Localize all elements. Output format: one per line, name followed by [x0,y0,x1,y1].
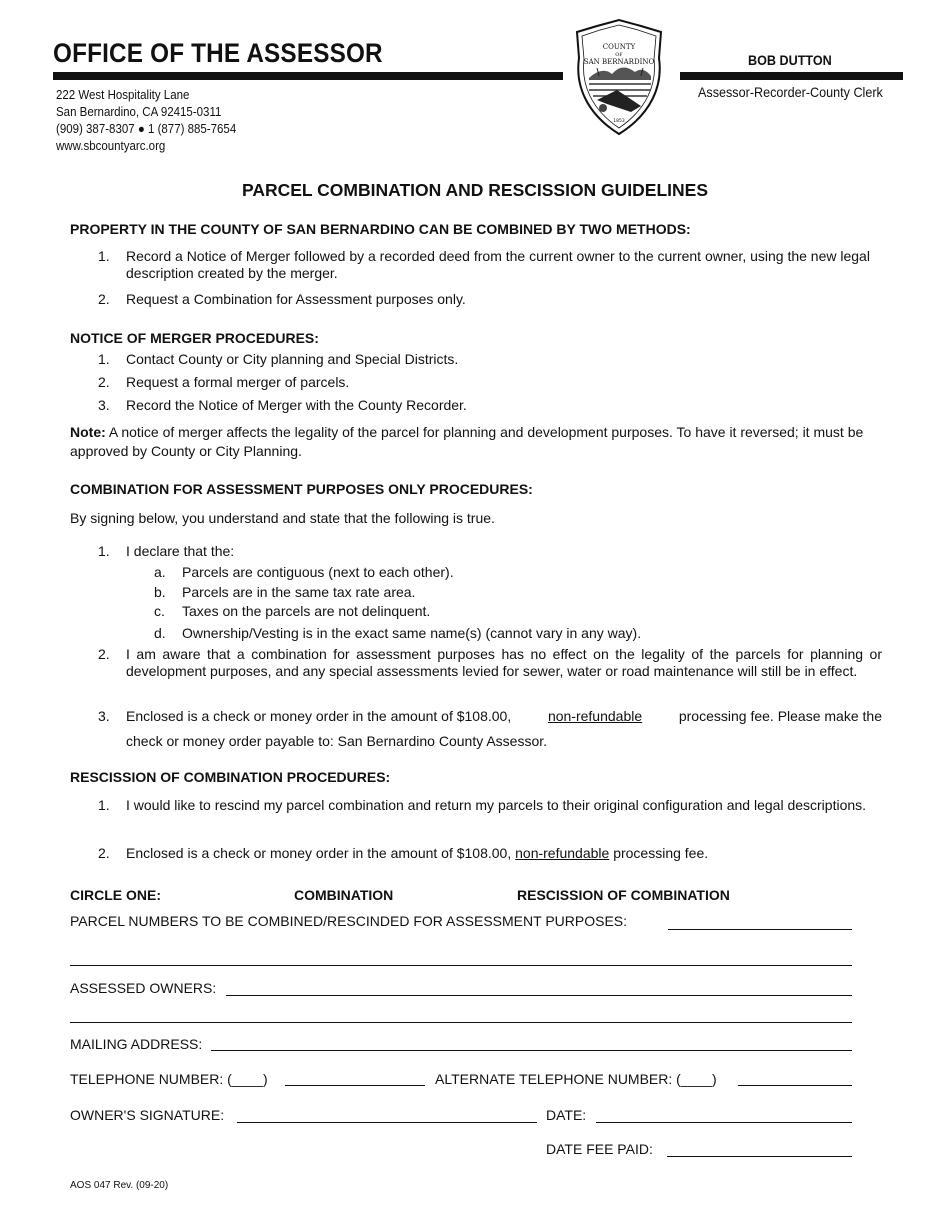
office-address [56,87,236,155]
item-text: Record a Notice of Merger followed by a recorded deed from the current owner to the current owner, using the new legal description created by the merger. [126,248,870,281]
sub-letter: a. [154,564,166,580]
item-number: 1. [98,797,110,813]
assessed-owners-field-2[interactable] [70,1022,852,1023]
methods-item-1 [98,248,882,282]
item-number: 1. [98,248,110,264]
address-phone: (909) 387-8307 ● 1 (877) 885-7654 [56,122,237,136]
merger-note [70,423,882,461]
header-rule-left [53,72,563,80]
item-number: 3. [98,708,110,724]
item-text-cont: processing fee. [609,845,709,861]
item-text: I declare that the: [126,543,235,559]
alt-telephone-field[interactable] [738,1085,852,1086]
county-seal-icon [567,18,671,136]
declaration-b [154,584,854,601]
signature-label: OWNER'S SIGNATURE: [70,1107,225,1123]
seal-year-text: 1853 [613,119,625,124]
date-fee-paid-field[interactable] [667,1156,852,1157]
assessed-owners-field[interactable] [226,995,852,996]
date-label: DATE: [546,1107,587,1123]
document-title: PARCEL COMBINATION AND RESCISSION GUIDELINES [241,180,709,200]
assessor-name: BOB DUTTON [748,52,832,68]
item-text: Request a formal merger of parcels. [126,374,350,390]
signature-field[interactable] [237,1122,537,1123]
assessor-title: Assessor-Recorder-County Clerk [698,84,883,100]
item-text: I am aware that a combination for assessment purposes has no effect on the legality of the parcels for planning or development purposes, and any special assessments levied for sewer, water or road maintenance will still be in effect. [126,646,882,679]
item-text: Request a Combination for Assessment purposes only. [126,291,466,307]
sub-letter: b. [154,584,166,600]
seal-county-text: COUNTY [602,43,636,51]
seal-of-text: OF [615,52,623,58]
assessed-owners-label: ASSESSED OWNERS: [70,980,217,996]
merger-heading: NOTICE OF MERGER PROCEDURES: [70,330,319,346]
merger-item-1 [98,351,882,368]
item-text: Contact County or City planning and Special Districts. [126,351,459,367]
date-fee-paid-label: DATE FEE PAID: [546,1141,653,1157]
combination-item-3 [98,708,882,750]
sub-text: Parcels are contiguous (next to each other). [182,564,454,580]
item-text: Enclosed is a check or money order in the amount of $108.00, [126,708,516,724]
non-refundable-text: non-refundable [547,708,643,724]
rescission-item-1 [98,797,882,814]
combination-item-1 [98,543,882,560]
non-refundable-text: non-refundable [515,845,610,861]
address-city: San Bernardino, CA 92415-0311 [56,105,222,119]
combination-intro: By signing below, you understand and state that the following is true. [70,510,495,526]
option-combination[interactable]: COMBINATION [294,887,394,903]
merger-item-3 [98,397,882,414]
declaration-d [154,625,854,642]
declaration-a [154,564,854,581]
rescission-heading: RESCISSION OF COMBINATION PROCEDURES: [70,769,391,785]
seal-name-text: SAN BERNARDINO [583,58,655,66]
combination-item-2 [98,646,882,680]
item-number: 1. [98,351,110,367]
note-label: Note: [70,424,106,440]
item-text-cont: processing fee. Please make the [674,708,882,724]
methods-item-2 [98,291,882,308]
methods-heading: PROPERTY IN THE COUNTY OF SAN BERNARDINO CAN BE COMBINED BY TWO METHODS: [70,221,691,237]
parcel-numbers-field[interactable] [668,929,852,930]
item-number: 3. [98,397,110,413]
address-website: www.sbcountyarc.org [56,139,166,153]
mailing-address-field[interactable] [211,1050,852,1051]
circle-one-label: CIRCLE ONE: [70,887,161,903]
item-number: 2. [98,845,110,861]
header-rule-right [680,72,903,80]
address-street: 222 West Hospitality Lane [56,88,190,102]
sub-letter: d. [154,625,166,641]
combination-heading: COMBINATION FOR ASSESSMENT PURPOSES ONLY PROCEDURES: [70,481,533,497]
mailing-address-label: MAILING ADDRESS: [70,1036,203,1052]
item-number: 2. [98,291,110,307]
sub-text: Parcels are in the same tax rate area. [182,584,416,600]
item-number: 2. [98,646,110,662]
item-text: Enclosed is a check or money order in the amount of $108.00, [126,845,516,861]
form-number: AOS 047 Rev. (09-20) [70,1180,169,1191]
telephone-label: TELEPHONE NUMBER: (____) [70,1071,268,1087]
item-number: 1. [98,543,110,559]
rescission-item-2 [98,845,882,862]
office-title: OFFICE OF THE ASSESSOR [53,38,383,68]
telephone-field[interactable] [285,1085,425,1086]
sub-text: Taxes on the parcels are not delinquent. [182,603,431,619]
date-field[interactable] [596,1122,852,1123]
item-text: Record the Notice of Merger with the County Recorder. [126,397,467,413]
declaration-c [154,603,854,620]
merger-item-2 [98,374,882,391]
parcel-numbers-label: PARCEL NUMBERS TO BE COMBINED/RESCINDED FOR ASSESSMENT PURPOSES: [70,913,628,929]
payable-text: check or money order payable to: San Bernardino County Assessor. [126,733,548,749]
note-text: A notice of merger affects the legality of the parcel for planning and development purposes. To have it reversed; it must be approved by County or City Planning. [70,424,864,459]
item-text: I would like to rescind my parcel combination and return my parcels to their original configuration and legal descriptions. [126,797,867,813]
sub-text: Ownership/Vesting is in the exact same name(s) (cannot vary in any way). [182,625,642,641]
parcel-numbers-field-2[interactable] [70,965,852,966]
option-rescission[interactable]: RESCISSION OF COMBINATION [517,887,730,903]
alt-telephone-label: ALTERNATE TELEPHONE NUMBER: (____) [435,1071,717,1087]
sub-letter: c. [154,603,165,619]
item-number: 2. [98,374,110,390]
